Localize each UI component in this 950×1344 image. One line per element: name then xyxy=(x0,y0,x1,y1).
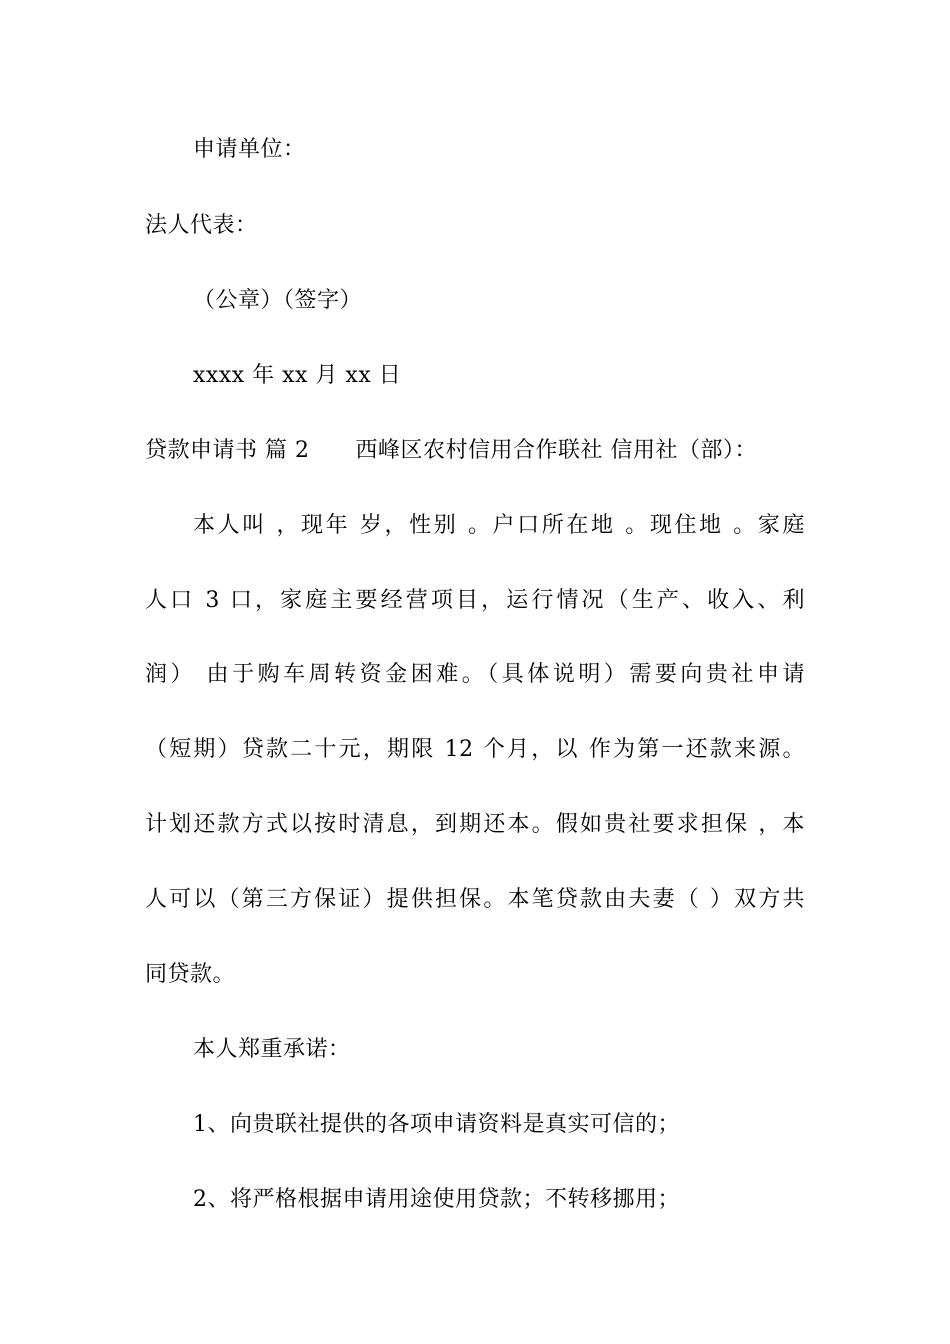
seal-sign-label: （公章）（签字） xyxy=(193,288,363,313)
body-line-1: 本人叫 ，现年 岁，性别 。户口所在地 。现住地 。家庭 xyxy=(193,513,805,538)
section-heading xyxy=(145,436,805,466)
body-line-3: 润） 由于购车周转资金困难。（具体说明）需要向贵社申请 xyxy=(145,662,805,687)
body-line-2: 人口 3 口，家庭主要经营项目，运行情况（生产、收入、利 xyxy=(145,588,805,613)
heading-right: 西峰区农村信用合作联社 信用社（部）： xyxy=(355,438,757,463)
body-line-4: （短期）贷款二十元，期限 12 个月，以 作为第一还款来源。 xyxy=(145,737,805,762)
promise-title: 本人郑重承诺： xyxy=(193,1037,351,1062)
promise-item-1: 1、向贵联社提供的各项申请资料是真实可信的； xyxy=(193,1112,680,1137)
legal-rep-label: 法人代表： xyxy=(145,213,258,238)
promise-item-2: 2、将严格根据申请用途使用贷款；不转移挪用； xyxy=(193,1187,680,1212)
body-line-6: 人可以（第三方保证）提供担保。本笔贷款由夫妻（ ）双方共 xyxy=(145,887,805,912)
applicant-unit-label: 申请单位： xyxy=(193,137,306,162)
heading-left: 贷款申请书 篇 2 xyxy=(145,438,310,463)
date-line: xxxx 年 xx 月 xx 日 xyxy=(193,363,402,388)
body-line-7: 同贷款。 xyxy=(145,962,236,987)
body-line-5: 计划还款方式以按时清息，到期还本。假如贵社要求担保 ，本 xyxy=(145,812,805,837)
